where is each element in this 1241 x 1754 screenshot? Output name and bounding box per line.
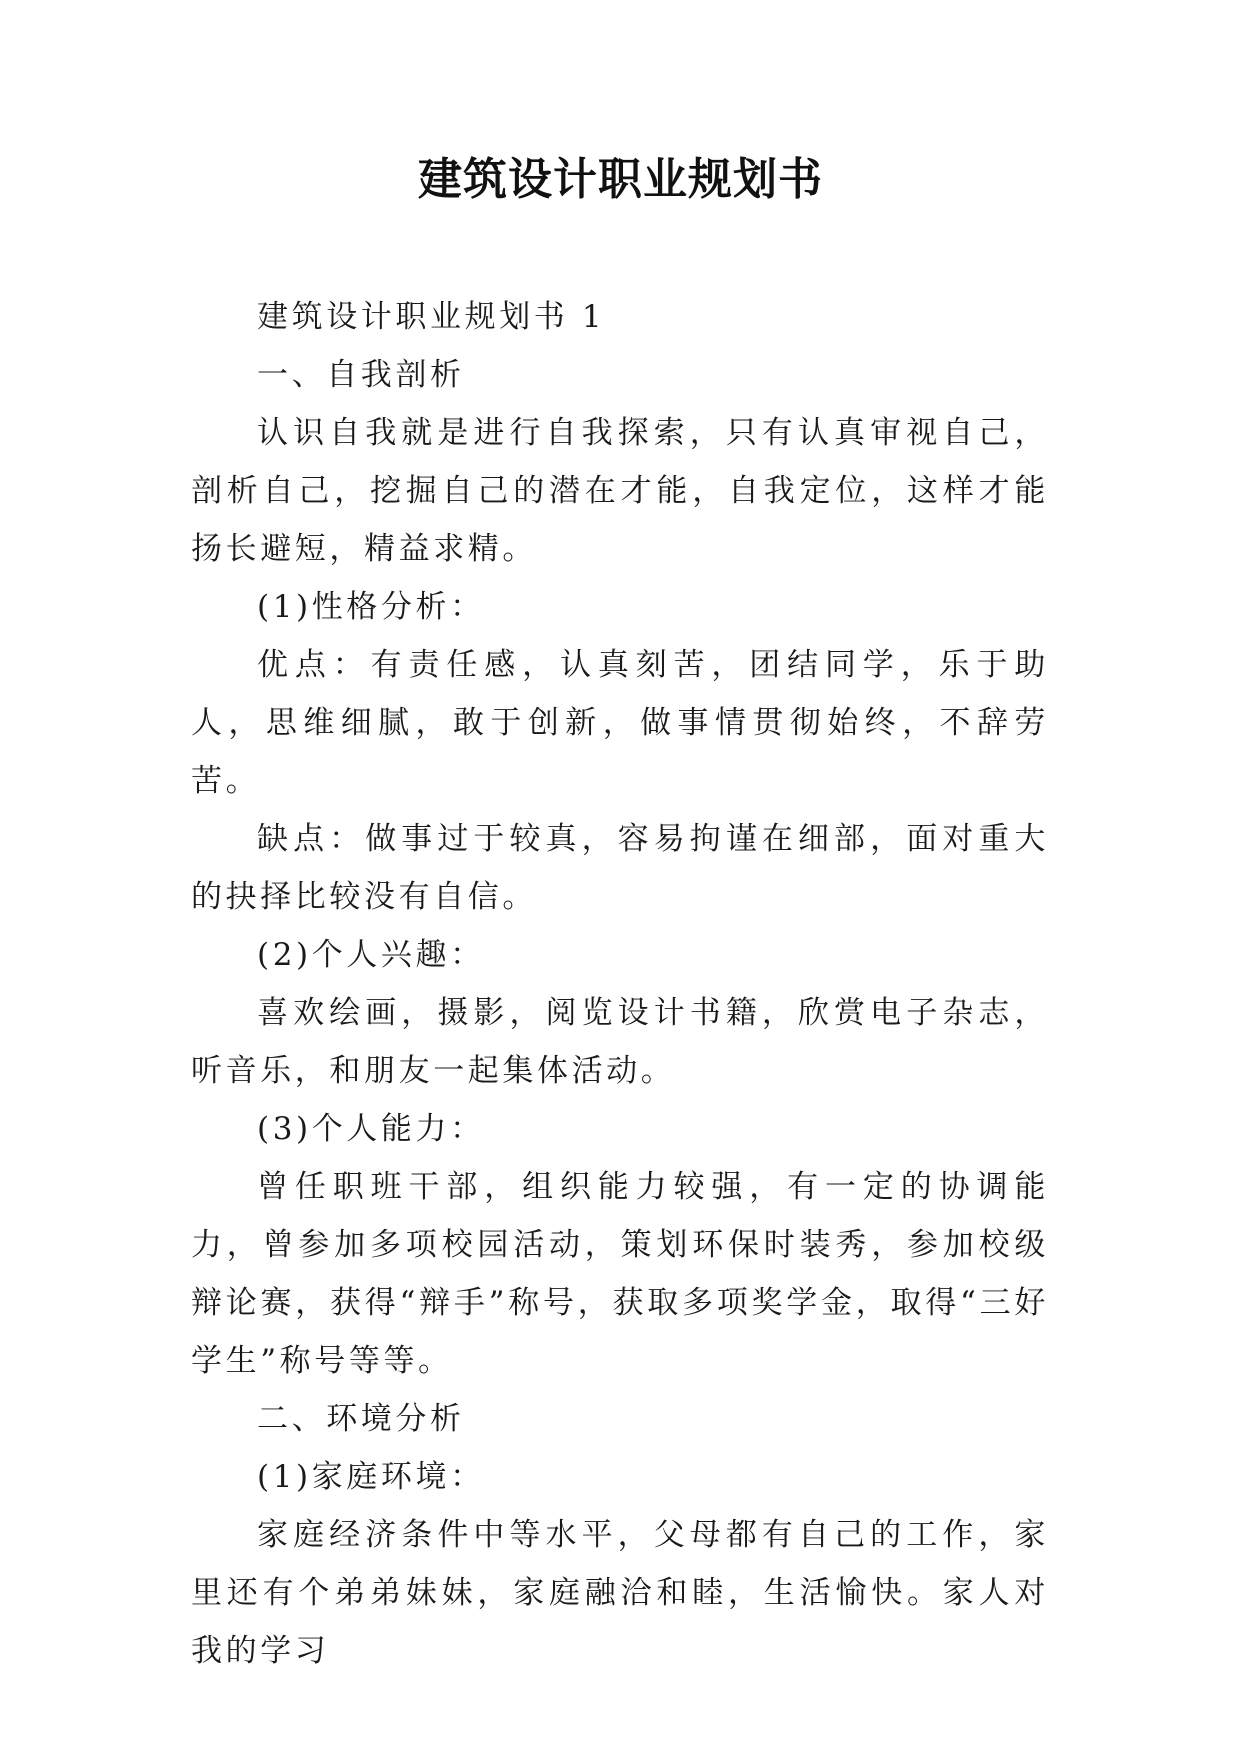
section-heading: 建筑设计职业规划书 1 bbox=[257, 299, 606, 335]
subsection-heading: (3)个人能力： bbox=[257, 1111, 485, 1147]
paragraph: 家庭经济条件中等水平，父母都有自己的工作，家里还有个弟弟妹妹，家庭融洽和睦，生活愉快。家人对我的学习 bbox=[191, 1517, 1049, 1669]
paragraph: 优点：有责任感，认真刻苦，团结同学，乐于助人，思维细腻，敢于创新，做事情贯彻始终，不辞劳苦。 bbox=[191, 647, 1049, 799]
subsection-heading: (1)性格分析： bbox=[257, 589, 485, 625]
document-body bbox=[191, 288, 1049, 1680]
section-heading: 二、环境分析 bbox=[257, 1401, 465, 1437]
subsection-heading: (1)家庭环境： bbox=[257, 1459, 485, 1495]
section-heading: 一、自我剖析 bbox=[257, 357, 465, 393]
paragraph: 曾任职班干部，组织能力较强，有一定的协调能力，曾参加多项校园活动，策划环保时装秀，参加校级辩论赛，获得“辩手”称号，获取多项奖学金，取得“三好学生”称号等等。 bbox=[191, 1169, 1049, 1379]
paragraph: 喜欢绘画，摄影，阅览设计书籍，欣赏电子杂志，听音乐，和朋友一起集体活动。 bbox=[191, 995, 1049, 1089]
document-title: 建筑设计职业规划书 bbox=[418, 154, 823, 205]
subsection-heading: (2)个人兴趣： bbox=[257, 937, 485, 973]
paragraph: 认识自我就是进行自我探索，只有认真审视自己，剖析自己，挖掘自己的潜在才能，自我定位，这样才能扬长避短，精益求精。 bbox=[191, 415, 1049, 567]
paragraph: 缺点：做事过于较真，容易拘谨在细部，面对重大的抉择比较没有自信。 bbox=[191, 821, 1049, 915]
